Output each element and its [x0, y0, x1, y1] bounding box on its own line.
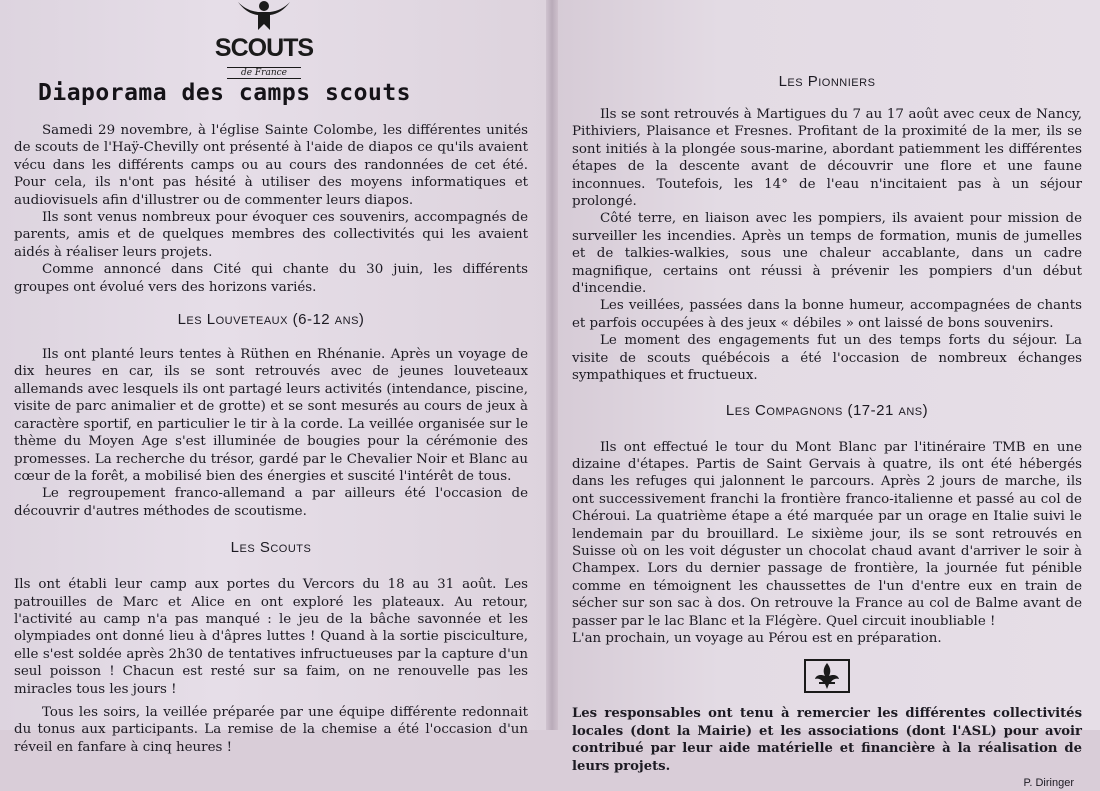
- page-gutter: [546, 0, 558, 730]
- thanks-paragraph: Les responsables ont tenu à remercier les différentes collectivités locales (dont la Mairie) et les associations (dont l'ASL) pour avoir contribué par leur aide matérielle et financière à la réalisation de leurs projets.: [572, 706, 1082, 774]
- scouts-emblem-icon: [234, 0, 294, 36]
- scouts-paragraph-2: Tous les soirs, la veillée préparée par une équipe différente redonnait du tonus aux participants. La remise de la chemise a été l'occasion d'un réveil en fanfare à cinq heures !: [14, 704, 528, 755]
- logo-subtitle: de France: [227, 67, 301, 79]
- right-column: [572, 72, 1082, 791]
- logo-name: SCOUTS: [214, 34, 314, 62]
- louveteaux-paragraph-1: Ils ont planté leurs tentes à Rüthen en Rhénanie. Après un voyage de dix heures en car, ils se sont retrouvés avec de jeunes louveteaux allemands avec lesquels ils ont partagé leurs activités (intendance, piscine, visite de parc animalier et de grotte) et se sont mesurés au cours de jeux à caractère sportif, en particulier le tir à la corde. La veillée organisée sur le thème du Moyen Age s'est illuminée de bougies pour la cérémonie des promesses. La recherche du trésor, gardé par le Chevalier Noir et Blanc au cœur de la forêt, a mobilisé bien des énergies et suscité l'intérêt de tous.: [14, 347, 528, 484]
- left-column: [14, 122, 528, 756]
- section-heading-compagnons: Les Compagnons (17-21 ans): [725, 401, 929, 419]
- compagnons-paragraph-2: L'an prochain, un voyage au Pérou est en préparation.: [572, 630, 942, 646]
- intro-paragraph-3: Comme annoncé dans Cité qui chante du 30 juin, les différents groupes ont évolué vers des horizons variés.: [14, 262, 528, 295]
- pionniers-paragraph-3: Les veillées, passées dans la bonne humeur, accompagnées de chants et parfois occupées à des jeux « débiles » ont laissé de bons souvenirs.: [572, 298, 1082, 331]
- section-heading-pionniers: Les Pionniers: [778, 73, 876, 90]
- pionniers-paragraph-4: Le moment des engagements fut un des temps forts du séjour. La visite de scouts québécois a été l'occasion de nombreux échanges sympathiques et fructueux.: [572, 333, 1082, 384]
- section-heading-scouts: Les Scouts: [230, 539, 312, 557]
- intro-paragraph-1: Samedi 29 novembre, à l'église Sainte Colombe, les différentes unités de scouts de l'Haÿ-Chevilly ont présenté à l'aide de diapos ce qu'ils avaient vécu dans les différents camps ou au cours des randonnées de cet été. Pour cela, ils n'ont pas hésité à utiliser des moyens informatiques et audiovisuels afin d'illustrer ou de commenter leurs diapos.: [14, 123, 528, 208]
- louveteaux-paragraph-2: Le regroupement franco-allemand a par ailleurs été l'occasion de découvrir d'autres méthodes de scoutisme.: [14, 486, 528, 519]
- scouts-paragraph-1: Ils ont établi leur camp aux portes du Vercors du 18 au 31 août. Les patrouilles de Marc et Alice en ont exploré les plateaux. Au retour, l'activité au camp n'a pas manqué : le jeu de la bâche savonnée et les olympiades ont donné lieu à d'âpres luttes ! Quand à la sortie pisciculture, elle s'est soldée après 2h30 de tentatives infructueuses par la capture d'un seul poisson ! Chacun est resté sur sa faim, on ne renouvelle pas les miracles tous les jours !: [14, 577, 528, 697]
- signature: P. Diringer: [1023, 777, 1074, 789]
- page-title: Diaporama des camps scouts: [38, 80, 412, 106]
- fleur-de-lis-emblem-icon: [804, 659, 850, 693]
- scouts-de-france-logo: [212, 0, 316, 79]
- compagnons-paragraph-1: Ils ont effectué le tour du Mont Blanc par l'itinéraire TMB en une dizaine d'étapes. Partis de Saint Gervais à quatre, ils ont été hébergés dans les refuges qui jalonnent le parcours. Après 2 jours de marche, ils ont successivement franchi la frontière franco-italienne et passé au col de Chéroui. La quatrième étape a été marquée par un orage en Italie suivi le lendemain par du brouillard. Le sixième jour, ils se sont retrouvés en Suisse où on les voit déguster un chocolat chaud avant d'arriver le soir à Champex. Lors du dernier passage de frontière, la journée fut pénible comme en témoignent les chaussettes de l'un d'entre eux en train de sécher sur son sac à dos. On retrouve la France au col de Balme avant de passer par le lac Blanc et la Flégère. Quel circuit inoubliable !: [572, 439, 1082, 629]
- pionniers-paragraph-2: Côté terre, en liaison avec les pompiers, ils avaient pour mission de surveiller les incendies. Après un temps de formation, munis de jumelles et de talkies-walkies, sous une chaleur accablante, dans un cadre magnifique, certains ont réussi à prévenir les pompiers d'un début d'incendie.: [572, 211, 1082, 297]
- intro-paragraph-2: Ils sont venus nombreux pour évoquer ces souvenirs, accompagnés de parents, amis et de quelques membres des collectivités qui les avaient aidés à réaliser leurs projets.: [14, 210, 528, 260]
- section-heading-louveteaux: Les Louveteaux (6-12 ans): [177, 311, 365, 329]
- pionniers-paragraph-1: Ils se sont retrouvés à Martigues du 7 au 17 août avec ceux de Nancy, Pithiviers, Plaisance et Fresnes. Profitant de la proximité de la mer, ils se sont initiés à la plongée sous-marine, abordant patiemment les différentes étapes de la descente avant de découvrir une flore et une faune inconnues. Toutefois, les 14° de l'eau n'incitaient pas à un séjour prolongé.: [572, 107, 1082, 210]
